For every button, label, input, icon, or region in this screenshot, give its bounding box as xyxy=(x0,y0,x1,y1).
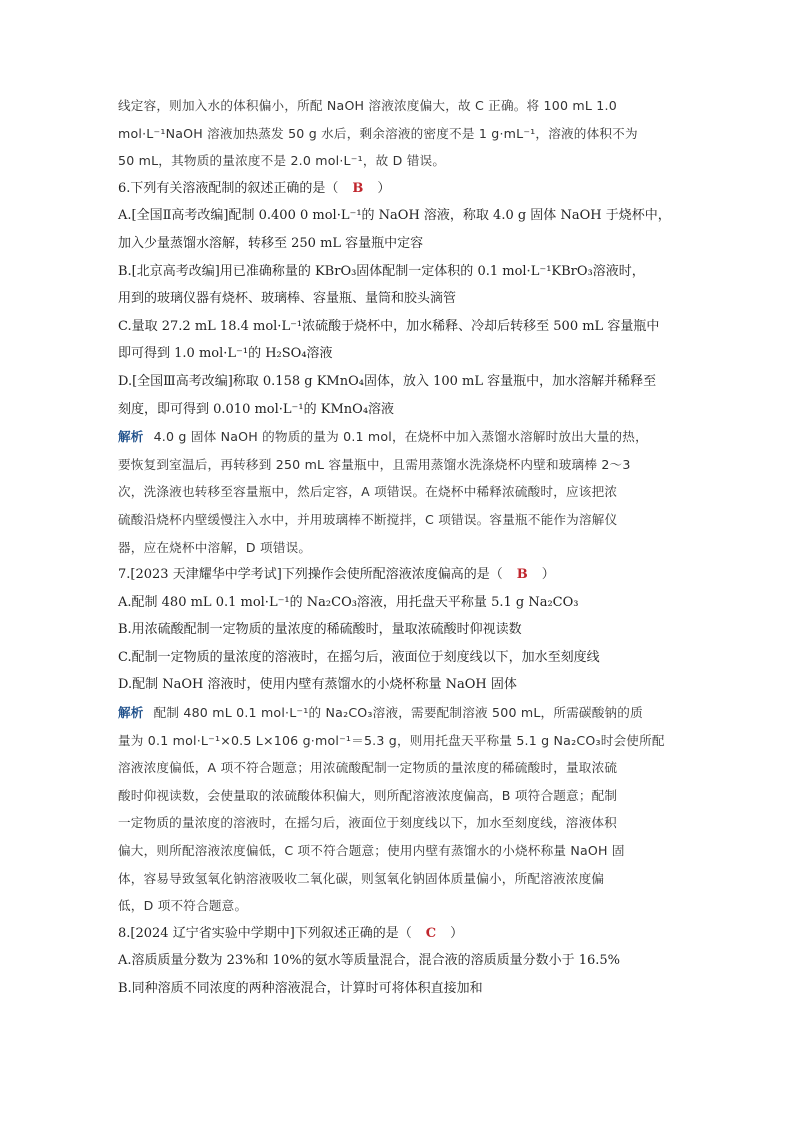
line-text: 7.[2023 天津耀华中学考试]下列操作会使所配溶液浓度偏高的是（ xyxy=(118,567,503,583)
line-text: 用到的玻璃仪器有烧杯、玻璃棒、容量瓶、量筒和胶头滴管 xyxy=(118,291,457,307)
line-text: 偏大，则所配溶液浓度偏低，C 项不符合题意；使用内壁有蒸馏水的小烧杯称量 NaOH 固 xyxy=(118,843,625,859)
close-paren: ） xyxy=(377,180,391,196)
line-text: 要恢复到室温后，再转移到 250 mL 容量瓶中，且需用蒸馏水洗涤烧杯内壁和玻璃棒 2～3 xyxy=(118,456,631,472)
question-line xyxy=(118,175,678,203)
explanation-line xyxy=(118,478,678,506)
option-line xyxy=(118,368,678,396)
line-text: 一定物质的量浓度的溶液时，在摇匀后，液面位于刻度线以下，加水至刻度线，溶液体积 xyxy=(118,815,617,831)
document-page xyxy=(118,92,678,1003)
option-line xyxy=(118,396,678,424)
line-text: B.同种溶质不同浓度的两种溶液混合，计算时可将体积直接加和 xyxy=(118,981,483,996)
explanation-line xyxy=(118,451,678,479)
explanation-line xyxy=(118,120,678,148)
option-line xyxy=(118,230,678,258)
close-paren: ） xyxy=(450,925,464,941)
explanation-line xyxy=(118,147,678,175)
line-text: 刻度，即可得到 0.010 mol·L⁻¹的 KMnO₄溶液 xyxy=(118,401,395,417)
line-text: D.[全国Ⅲ高考改编]称取 0.158 g KMnO₄固体，放入 100 mL 容量瓶中，加水溶解并稀释至 xyxy=(118,373,657,389)
option-line xyxy=(118,589,678,617)
line-text: 溶液浓度偏低，A 项不符合题意；用浓硫酸配制一定物质的量浓度的稀硫酸时，量取浓硫 xyxy=(118,760,618,776)
line-text: 加入少量蒸馏水溶解，转移至 250 mL 容量瓶中定容 xyxy=(118,235,424,251)
line-text: D.配制 NaOH 溶液时，使用内壁有蒸馏水的小烧杯称量 NaOH 固体 xyxy=(118,677,517,693)
explanation-label: 解析 xyxy=(118,705,144,721)
explanation-line xyxy=(118,423,678,451)
explanation-line xyxy=(118,809,678,837)
explanation-label: 解析 xyxy=(118,429,144,445)
answer-letter: B xyxy=(352,180,364,196)
option-line xyxy=(118,340,678,368)
line-text: 50 mL，其物质的量浓度不是 2.0 mol·L⁻¹，故 D 错误。 xyxy=(118,153,446,169)
explanation-line xyxy=(118,837,678,865)
line-text: B.[北京高考改编]用已准确称量的 KBrO₃固体配制一定体积的 0.1 mol·L⁻¹KBrO₃溶液时， xyxy=(118,263,645,279)
explanation-line xyxy=(118,92,678,120)
option-line xyxy=(118,313,678,341)
explanation-line xyxy=(118,727,678,755)
explanation-line xyxy=(118,865,678,893)
line-text: A.溶质质量分数为 23%和 10%的氨水等质量混合，混合液的溶质质量分数小于 16.5% xyxy=(118,953,621,969)
line-text: 线定容，则加入水的体积偏小，所配 NaOH 溶液浓度偏大，故 C 正确。将 100 mL 1.0 xyxy=(118,98,617,113)
answer-letter: C xyxy=(425,925,437,941)
explanation-line xyxy=(118,782,678,810)
explanation-line xyxy=(118,892,678,920)
close-paren: ） xyxy=(541,567,555,583)
line-text: B.用浓硫酸配制一定物质的量浓度的稀硫酸时，量取浓硫酸时仰视读数 xyxy=(118,622,522,638)
line-text: 量为 0.1 mol·L⁻¹×0.5 L×106 g·mol⁻¹＝5.3 g，则用托盘天平称量 5.1 g Na₂CO₃时会使所配 xyxy=(118,732,665,748)
line-text: C.量取 27.2 mL 18.4 mol·L⁻¹浓硫酸于烧杯中，加水稀释、冷却后转移至 500 mL 容量瓶中 xyxy=(118,318,660,334)
line-text: A.配制 480 mL 0.1 mol·L⁻¹的 Na₂CO₃溶液，用托盘天平称量 5.1 g Na₂CO₃ xyxy=(118,594,579,610)
option-line xyxy=(118,975,678,1003)
line-text: A.[全国Ⅱ高考改编]配制 0.400 0 mol·L⁻¹的 NaOH 溶液，称取 4.0 g 固体 NaOH 于烧杯中， xyxy=(118,208,671,224)
line-text: 器，应在烧杯中溶解，D 项错误。 xyxy=(118,539,312,555)
question-line xyxy=(118,920,678,948)
line-text: C.配制一定物质的量浓度的溶液时，在摇匀后，液面位于刻度线以下，加水至刻度线 xyxy=(118,649,600,665)
answer-letter: B xyxy=(516,567,528,583)
line-text: 次，洗涤液也转移至容量瓶中，然后定容，A 项错误。在烧杯中稀释浓硫酸时，应该把浓 xyxy=(118,484,618,500)
option-line xyxy=(118,258,678,286)
explanation-line xyxy=(118,506,678,534)
line-text: 8.[2024 辽宁省实验中学期中]下列叙述正确的是（ xyxy=(118,925,412,941)
line-text: 6.下列有关溶液配制的叙述正确的是（ xyxy=(118,180,339,196)
line-text: 体，容易导致氢氧化钠溶液吸收二氧化碳，则氢氧化钠固体质量偏小，所配溶液浓度偏 xyxy=(118,870,605,886)
line-text: 低，D 项不符合题意。 xyxy=(118,898,248,914)
explanation-line xyxy=(118,534,678,562)
line-text: mol·L⁻¹NaOH 溶液加热蒸发 50 g 水后，剩余溶液的密度不是 1 g·mL⁻¹，溶液的体积不为 xyxy=(118,125,638,141)
option-line xyxy=(118,947,678,975)
option-line xyxy=(118,285,678,313)
line-text: 酸时仰视读数，会使量取的浓硫酸体积偏大，则所配溶液浓度偏高，B 项符合题意；配制 xyxy=(118,787,618,803)
option-line xyxy=(118,616,678,644)
question-line xyxy=(118,561,678,589)
option-line xyxy=(118,644,678,672)
option-line xyxy=(118,202,678,230)
option-line xyxy=(118,671,678,699)
line-text: 即可得到 1.0 mol·L⁻¹的 H₂SO₄溶液 xyxy=(118,346,333,362)
line-text: 硫酸沿烧杯内壁缓慢注入水中，并用玻璃棒不断搅拌，C 项错误。容量瓶不能作为溶解仪 xyxy=(118,511,618,527)
explanation-line xyxy=(118,754,678,782)
explanation-line xyxy=(118,699,678,727)
line-text: 4.0 g 固体 NaOH 的物质的量为 0.1 mol，在烧杯中加入蒸馏水溶解时放出大量的热， xyxy=(153,429,648,445)
line-text: 配制 480 mL 0.1 mol·L⁻¹的 Na₂CO₃溶液，需要配制溶液 500 mL，所需碳酸钠的质 xyxy=(153,705,643,721)
